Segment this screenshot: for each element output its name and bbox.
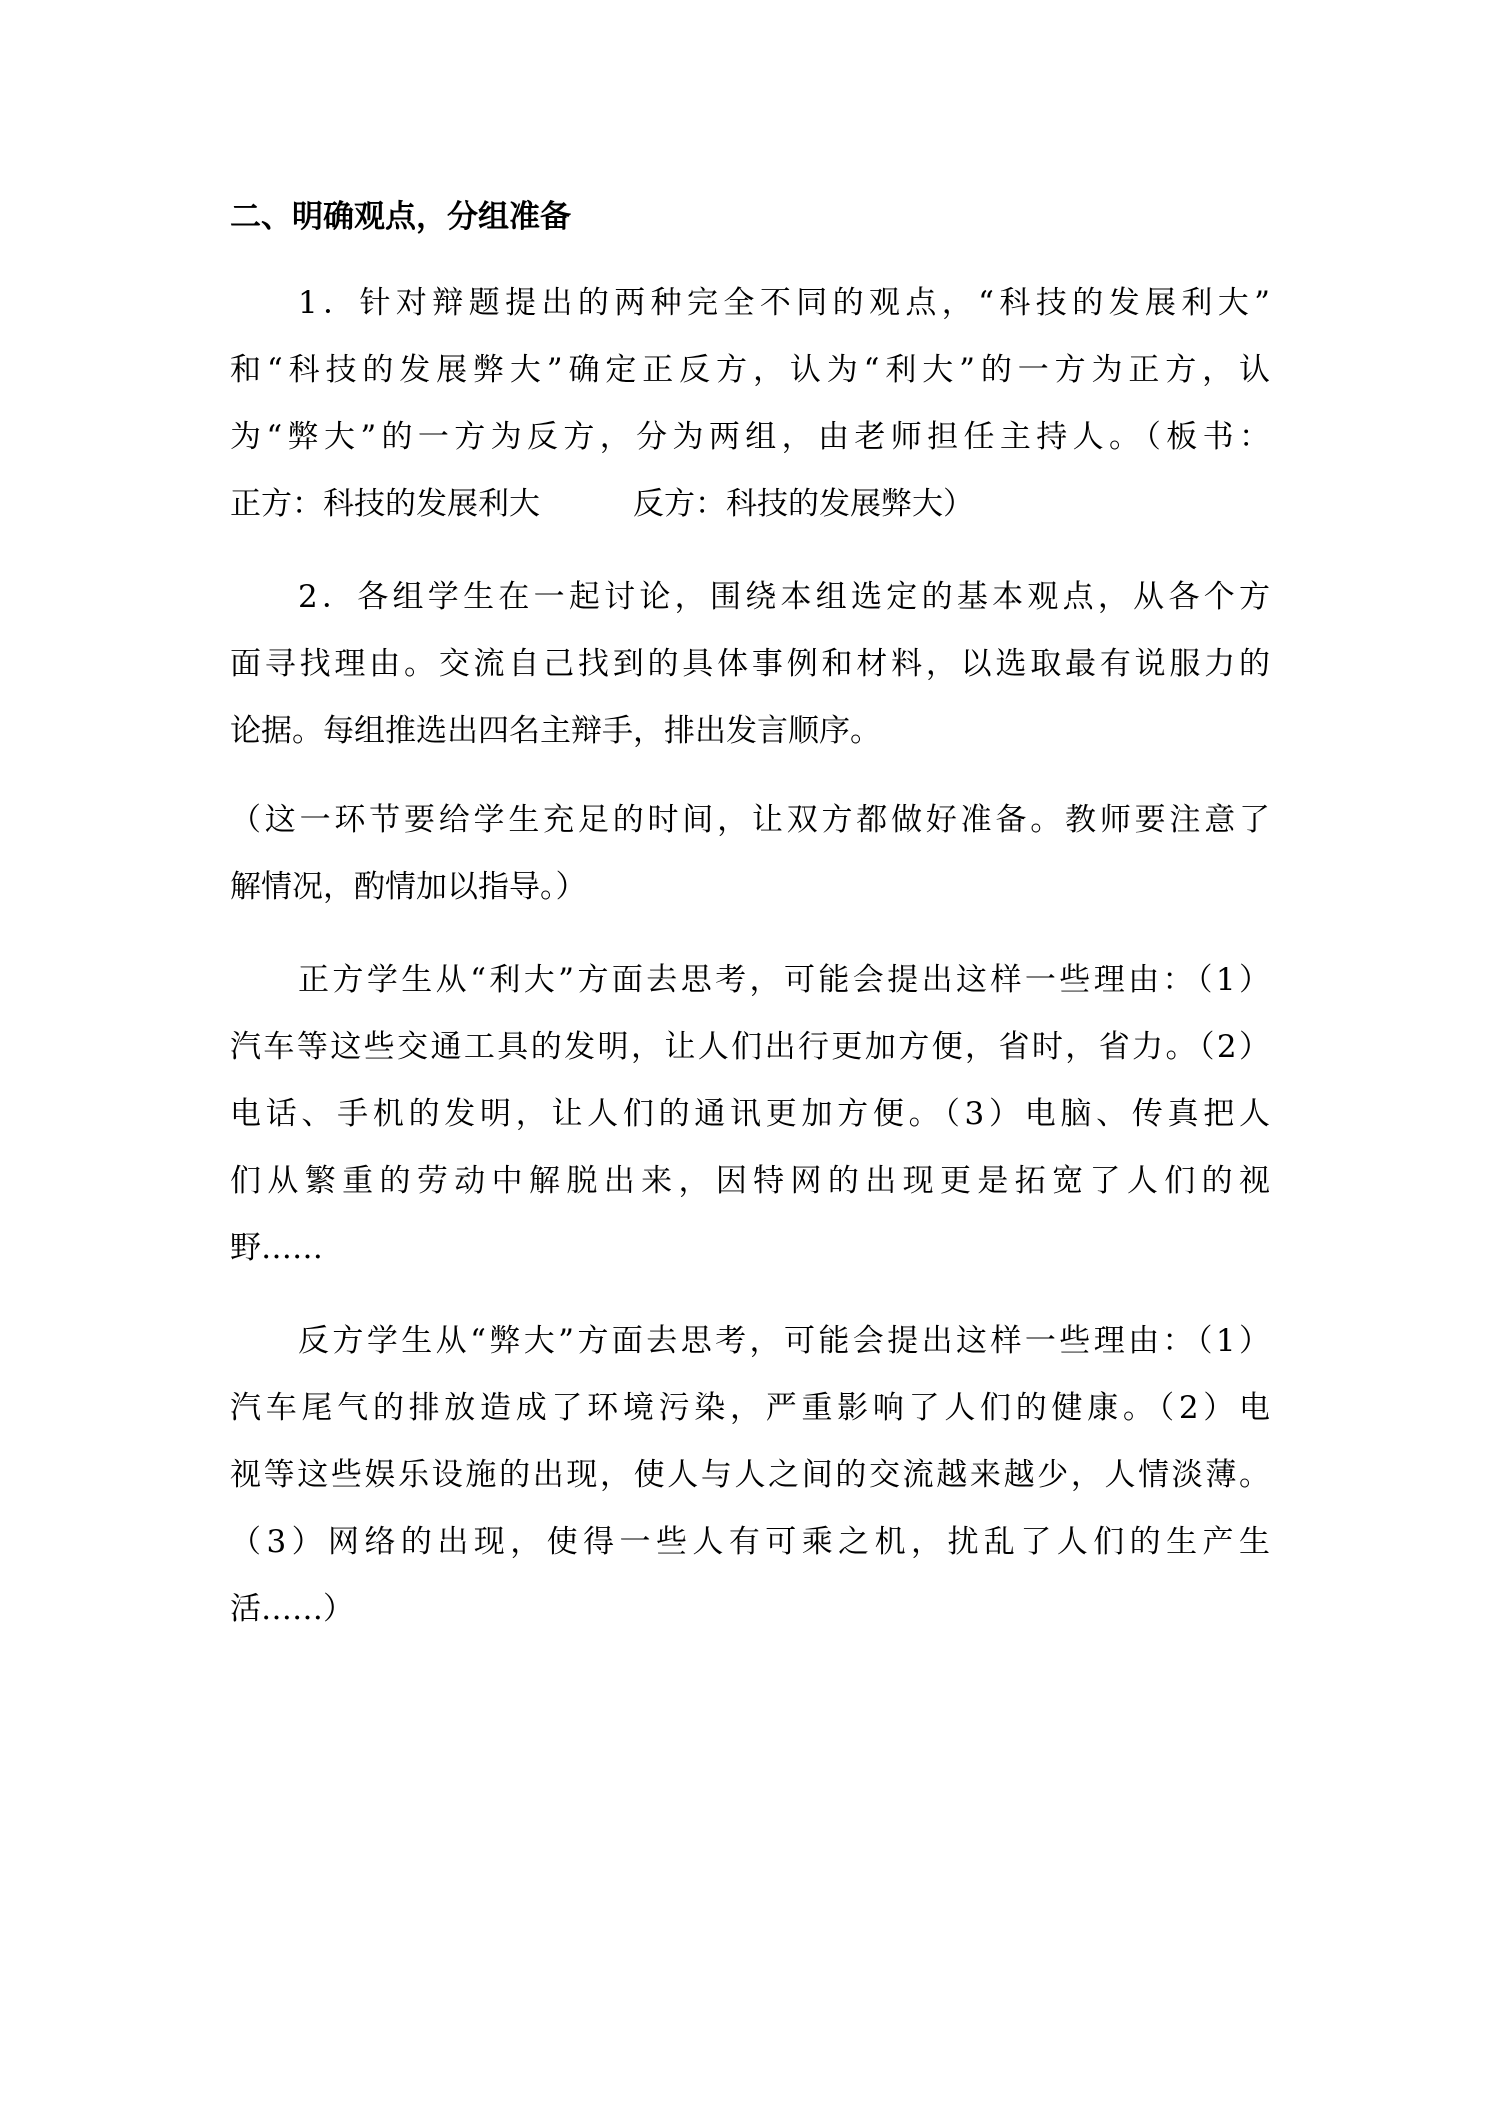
paragraph-line: 汽车等这些交通工具的发明，让人们出行更加方便，省时，省力。（2） xyxy=(230,1029,1270,1065)
paragraph-line: 面寻找理由。交流自己找到的具体事例和材料，以选取最有说服力的 xyxy=(230,646,1270,682)
section-heading: 二、明确观点，分组准备 xyxy=(230,199,571,235)
paragraph-line: 反方学生从“弊大”方面去思考，可能会提出这样一些理由：（1） xyxy=(298,1323,1270,1359)
paragraph-line: 正方：科技的发展利大 反方：科技的发展弊大） xyxy=(230,486,974,522)
paragraph-line: 解情况，酌情加以指导。） xyxy=(230,869,587,905)
paragraph-line: 为“弊大”的一方为反方，分为两组，由老师担任主持人。（板书： xyxy=(230,419,1270,455)
paragraph-line: 们从繁重的劳动中解脱出来，因特网的出现更是拓宽了人们的视 xyxy=(230,1163,1270,1199)
paragraph-line: 野…… xyxy=(230,1230,323,1266)
paragraph-line: 和“科技的发展弊大”确定正反方，认为“利大”的一方为正方，认 xyxy=(230,352,1270,388)
paragraph-line: 1．针对辩题提出的两种完全不同的观点，“科技的发展利大” xyxy=(298,285,1270,321)
paragraph-line: 论据。每组推选出四名主辩手，排出发言顺序。 xyxy=(230,713,881,749)
paragraph-line: 视等这些娱乐设施的出现，使人与人之间的交流越来越少，人情淡薄。 xyxy=(230,1457,1270,1493)
paragraph-line: （3）网络的出现，使得一些人有可乘之机，扰乱了人们的生产生 xyxy=(230,1524,1270,1560)
paragraph-line: 电话、手机的发明，让人们的通讯更加方便。（3）电脑、传真把人 xyxy=(230,1096,1270,1132)
paragraph-line: （这一环节要给学生充足的时间，让双方都做好准备。教师要注意了 xyxy=(230,802,1270,838)
paragraph-line: 活……） xyxy=(230,1591,354,1627)
paragraph-line: 正方学生从“利大”方面去思考，可能会提出这样一些理由：（1） xyxy=(298,962,1270,998)
paragraph-line: 2．各组学生在一起讨论，围绕本组选定的基本观点，从各个方 xyxy=(298,579,1270,615)
paragraph-line: 汽车尾气的排放造成了环境污染，严重影响了人们的健康。（2）电 xyxy=(230,1390,1270,1426)
